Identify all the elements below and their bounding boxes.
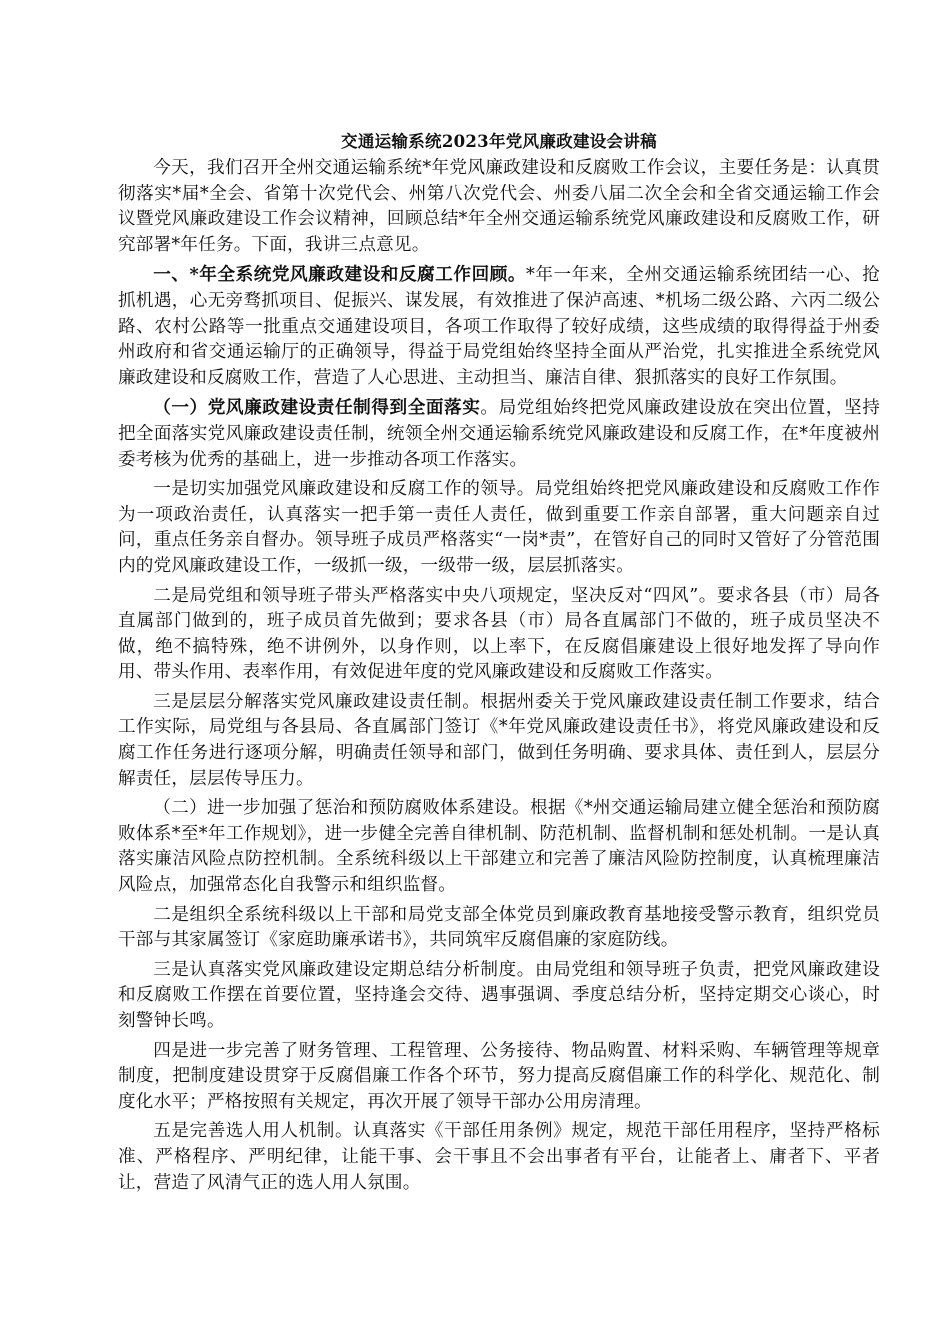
paragraph-text: 。局党组始终把党风廉政建设放在突出位置，坚持把全面落实党风廉政建设责任制，统领全州交通运输系统党风廉政建设和反腐工作，在*年度被州委考核为优秀的基础上，进一步推动各项工作落实。 — [118, 398, 880, 470]
paragraph — [118, 796, 880, 898]
paragraph-text: *年一年来，全州交通运输系统团结一心、抢抓机遇，心无旁骛抓项目、促振兴、谋发展，有效推进了保泸高速、*机场二级公路、六丙二级公路、农村公路等一批重点交通建设项目，各项工作取得了较好成绩，这些成绩的取得得益于州委州政府和省交通运输厅的正确领导，得益于局党组始终坚持全面从严治党，扎实推进全系统党风廉政建设和反腐败工作，营造了人心思进、主动担当、廉洁自律、狠抓落实的良好工作氛围。 — [118, 265, 880, 388]
paragraph-text: 三是认真落实党风廉政建设定期总结分析制度。由局党组和领导班子负责，把党风廉政建设和反腐败工作摆在首要位置，坚持逢会交待、遇事强调、季度总结分析，坚持定期交心谈心，时刻警钟长鸣。 — [118, 959, 880, 1031]
paragraph-heading: 一、*年全系统党风廉政建设和反腐工作回顾。 — [153, 264, 527, 286]
paragraph-text: 二是局党组和领导班子带头严格落实中央八项规定，坚决反对“四风”。要求各县（市）局各直属部门做到的，班子成员首先做到；要求各县（市）局各直属部门不做的，班子成员坚决不做，绝不搞特殊，绝不讲例外，以身作则，以上率下，在反腐倡廉建设上很好地发挥了导向作用、带头作用、表率作用，有效促进年度的党风廉政建设和反腐败工作落实。 — [118, 585, 880, 683]
document-title: 交通运输系统2023年党风廉政建设会讲稿 — [341, 132, 657, 151]
paragraph-text: 五是完善选人用人机制。认真落实《干部任用条例》规定，规范干部任用程序，坚持严格标准、严格程序、严明纪律，让能干事、会干事且不会出事者有平台，让能者上、庸者下、平者让，营造了风清气正的选人用人氛围。 — [118, 1121, 880, 1193]
paragraph-heading: （一）党风廉政建设责任制得到全面落实 — [153, 397, 481, 419]
paragraph-text: （二）进一步加强了惩治和预防腐败体系建设。根据《*州交通运输局建立健全惩治和预防腐败体系*至*年工作规划》，进一步健全完善自律机制、防范机制、监督机制和惩处机制。一是认真落实廉洁风险点防控机制。全系统科级以上干部建立和完善了廉洁风险防控制度，认真梳理廉洁风险点，加强常态化自我警示和组织监督。 — [118, 798, 880, 896]
paragraph-text: 三是层层分解落实党风廉政建设责任制。根据州委关于党风廉政建设责任制工作要求，结合工作实际，局党组与各县局、各直属部门签订《*年党风廉政建设责任书》，将党风廉政建设和反腐工作任务进行逐项分解，明确责任领导和部门，做到任务明确、要求具体、责任到人，层层分解责任，层层传导压力。 — [118, 691, 880, 789]
paragraph — [118, 156, 880, 258]
paragraph — [118, 1039, 880, 1116]
paragraph-text: 四是进一步完善了财务管理、工程管理、公务接待、物品购置、材料采购、车辆管理等规章制度，把制度建设贯穿于反腐倡廉工作各个环节，努力提高反腐倡廉工作的科学化、规范化、制度化水平；严格按照有关规定，再次开展了领导干部办公用房清理。 — [118, 1040, 880, 1112]
paragraph — [118, 690, 880, 792]
paragraph — [118, 395, 880, 473]
paragraph — [118, 958, 880, 1035]
paragraph-text: 二是组织全系统科级以上干部和局党支部全体党员到廉政教育基地接受警示教育，组织党员干部与其家属签订《家庭助廉承诺书》，共同筑牢反腐倡廉的家庭防线。 — [118, 904, 880, 951]
paragraph — [118, 903, 880, 954]
paragraph-list — [118, 156, 880, 1196]
paragraph — [118, 1119, 880, 1196]
paragraph — [118, 262, 880, 391]
paragraph — [118, 584, 880, 686]
document-body — [118, 132, 880, 1200]
paragraph-text: 今天，我们召开全州交通运输系统*年党风廉政建设和反腐败工作会议，主要任务是：认真贯彻落实*届*全会、省第十次党代会、州第八次党代会、州委八届二次全会和全省交通运输工作会议暨党风廉政建设工作会议精神，回顾总结*年全州交通运输系统党风廉政建设和反腐败工作，研究部署*年任务。下面，我讲三点意见。 — [118, 158, 880, 255]
paragraph-text: 一是切实加强党风廉政建设和反腐工作的领导。局党组始终把党风廉政建设和反腐败工作作为一项政治责任，认真落实一把手第一责任人责任，做到重要工作亲自部署，重大问题亲自过问，重点任务亲自督办。领导班子成员严格落实“一岗*责”，在管好自己的同时又管好了分管范围内的党风廉政建设工作，一级抓一级，一级带一级，层层抓落实。 — [118, 479, 880, 576]
paragraph — [118, 477, 880, 579]
